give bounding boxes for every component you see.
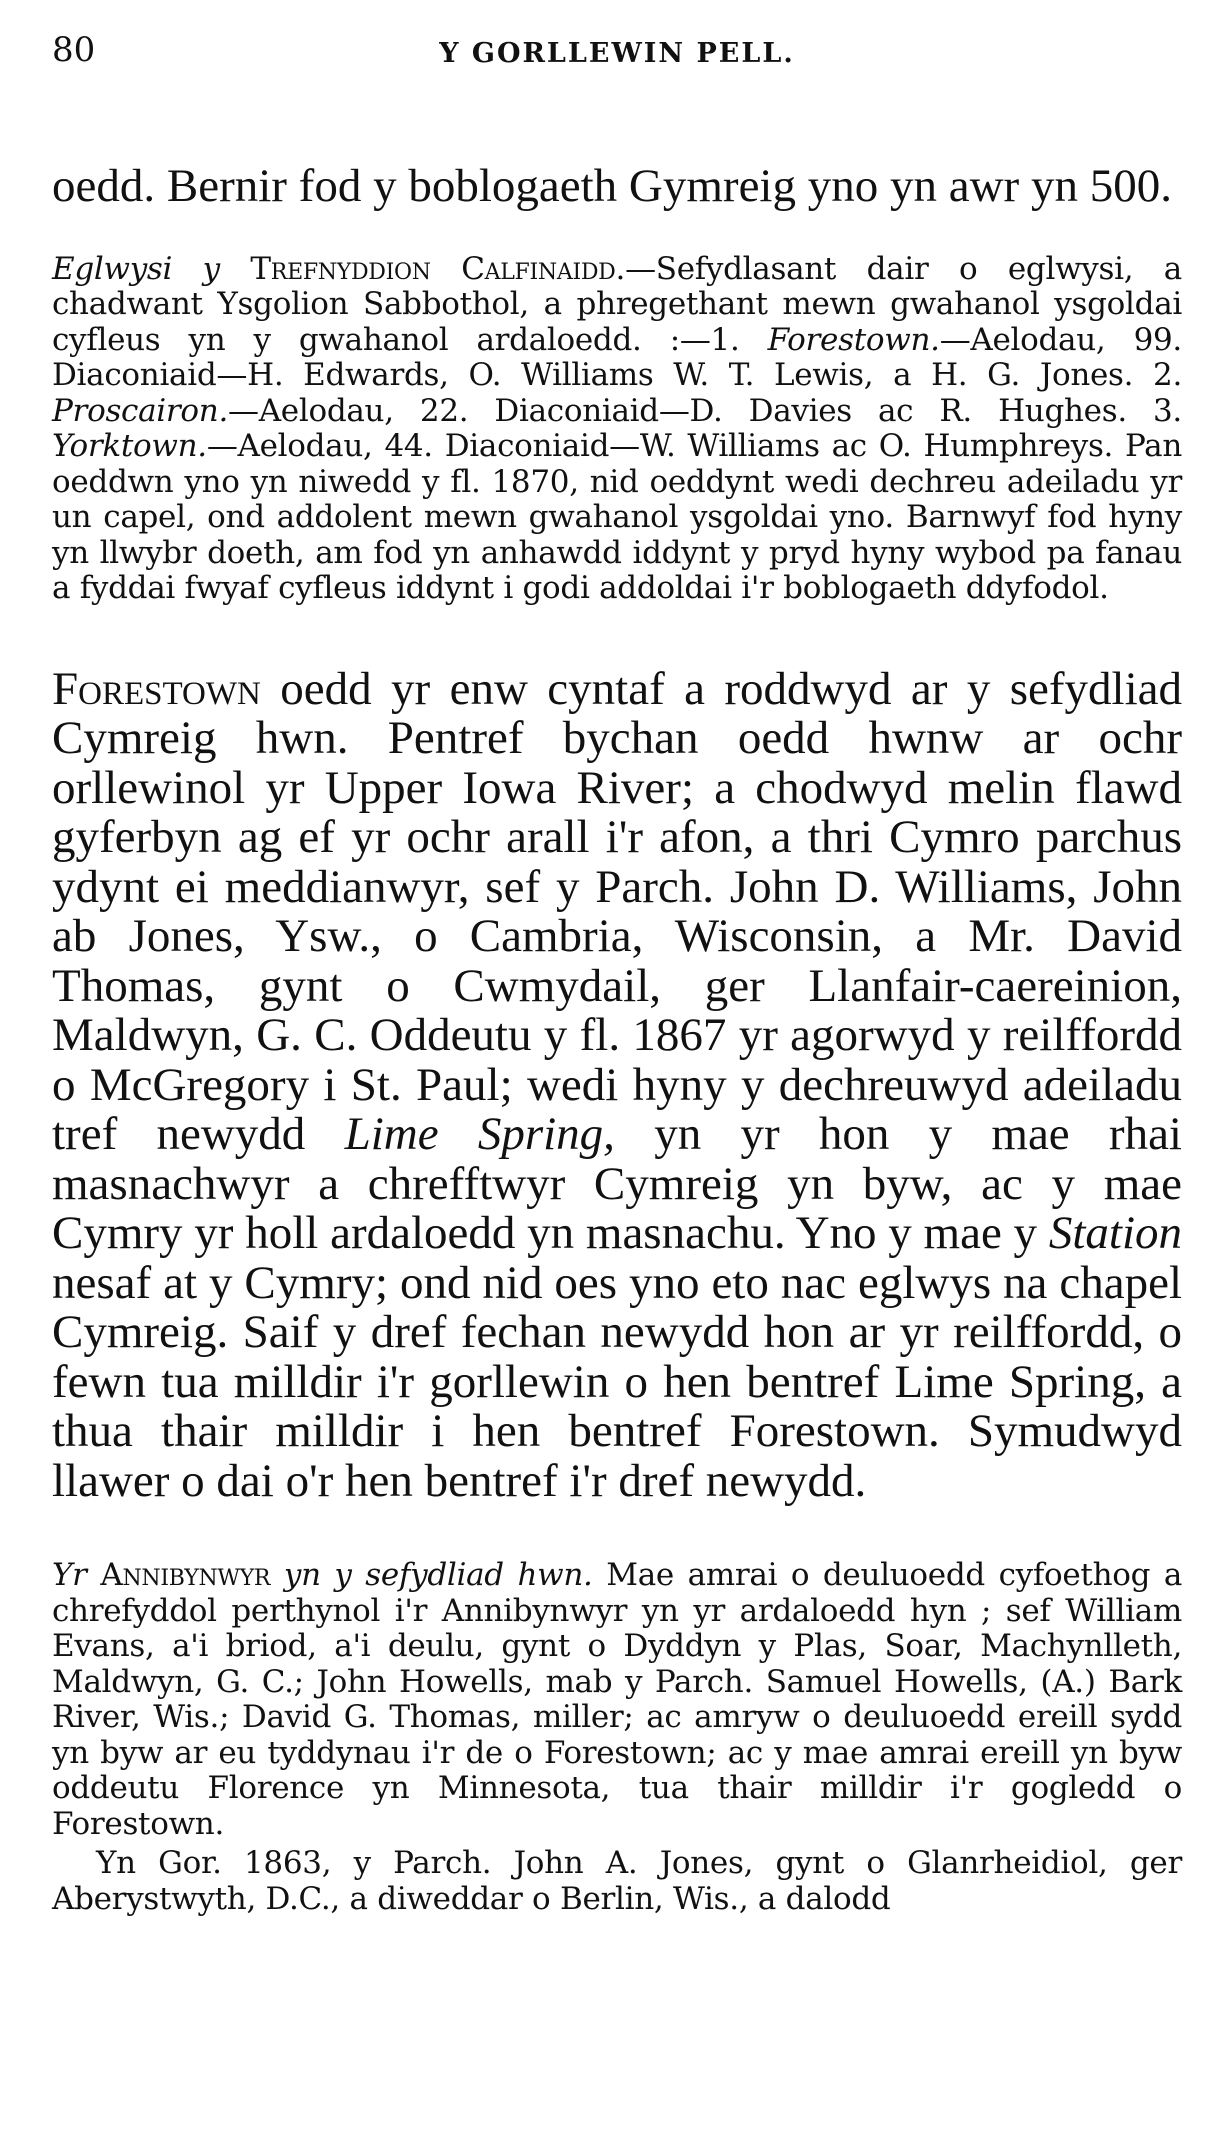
paragraph-text: oedd yr enw cyntaf a roddwyd ar y sefydliad Cymreig hwn. Pentref bychan oedd hwnw ar ochr orllewinol yr Upper Iowa River; a chodwyd melin flawd gyferbyn ag ef yr ochr arall i'r afon, a thri Cymro parchus ydynt ei meddianwyr, sef y Parch. John D. Williams, John ab Jones, Ysw., o Cambria, Wisconsin, a Mr. David Thomas, gynt o Cwmydail, ger Llanfair-caereinion, Maldwyn, G. C. Oddeutu y fl. 1867 yr agorwyd y reilffordd o McGregory i St. Paul; wedi hyny y dechreuwyd adeiladu tref newydd [52,662,1182,1160]
section-heading-italic: yn y sefydliad hwn. [283,1557,593,1593]
section-heading-italic: Eglwysi y [52,250,220,287]
book-page [52,30,1182,1917]
paragraph-population [52,162,1182,212]
page-header [52,30,1182,80]
section-heading-caps: Annibynwyr [100,1557,271,1593]
paragraph-text: —Aelodau, 22. Diaconiaid—D. Davies ac R. Hughes. 3. [228,392,1182,429]
paragraph-forestown [52,662,1183,1507]
paragraph-text: oedd. Bernir fod y boblogaeth Gymreig yno yn awr yn 500. [52,160,1172,212]
paragraph-text: .—Sefydlasant dair o eglwysi, a chadwant Ysgolion Sabbothol, a phregethant mewn gwahanol ysgoldai cyfleus yn y gwahanol ardaloedd. :—1. [52,250,1182,358]
lead-caps: Forestown [52,662,261,715]
place-name-yorktown: Yorktown. [52,428,207,464]
paragraph-text: yn yr hon y mae rhai masnachwyr a chrefftwyr Cymreig yn byw, ac y mae Cymry yr holl ardaloedd yn masnachu. Yno y mae y [52,1108,1182,1259]
place-name-lime-spring: Lime Spring, [344,1108,615,1160]
running-head: Y GORLLEWIN PELL. [439,38,795,69]
paragraph-text: Yn Gor. 1863, y Parch. John A. Jones, gynt o Glanrheidiol, ger Aberystwyth, D.C., a diweddar o Berlin, Wis., a dalodd [52,1845,1182,1917]
place-name-proscairon: Proscairon. [52,392,229,429]
page-number: 80 [52,30,96,70]
paragraph-text: —Aelodau, 99. Diaconiaid—H. Edwards, O. Williams W. T. Lewis, a H. G. Jones. 2. [52,321,1182,393]
paragraph-text: —Aelodau, 44. Diaconiaid—W. Williams ac O. Humphreys. Pan oeddwn yno yn niwedd y fl. 1870, nid oeddynt wedi dechreu adeiladu yr un capel, ond addolent mewn gwahanol ysgoldai yno. Barnwyf fod hyny yn llwybr doeth, am fod yn anhawdd iddynt y pryd hyny wybod pa fanau a fyddai fwyaf cyfleus iddynt i godi addoldai i'r boblogaeth ddyfodol. [52,428,1182,606]
paragraph-independents [52,1558,1182,1842]
section-heading-italic: Yr [52,1557,87,1593]
paragraph-text: nesaf at y Cymry; ond nid oes yno eto nac eglwys na chapel Cymreig. Saif y dref fechan newydd hon ar yr reilffordd, o fewn tua milldir i'r gorllewin o hen bentref Lime Spring, a thua thair milldir i hen bentref Forestown. Symudwyd llawer o dai o'r hen bentref i'r dref newydd. [52,1256,1182,1507]
paragraph-text: Mae amrai o deuluoedd cyfoethog a chrefyddol perthynol i'r Annibynwyr yn yr ardaloedd hyn ; sef William Evans, a'i briod, a'i deulu, gynt o Dyddyn y Plas, Soar, Machynlleth, Maldwyn, G. C.; John Howells, mab y Parch. Samuel Howells, (A.) Bark River, Wis.; David G. Thomas, miller; ac amryw o deuluoedd ereill sydd yn byw ar eu tyddynau i'r de o Forestown; ac y mae amrai ereill yn byw oddeutu Florence yn Minnesota, tua thair milldir i'r gogledd o Forestown. [52,1557,1183,1842]
place-name-forestown: Forestown. [767,321,940,358]
section-heading-caps: Trefnyddion Calfinaidd [250,250,616,287]
paragraph-methodist-churches [52,252,1182,607]
paragraph-jones [52,1846,1182,1917]
station-word: Station [1048,1207,1183,1259]
